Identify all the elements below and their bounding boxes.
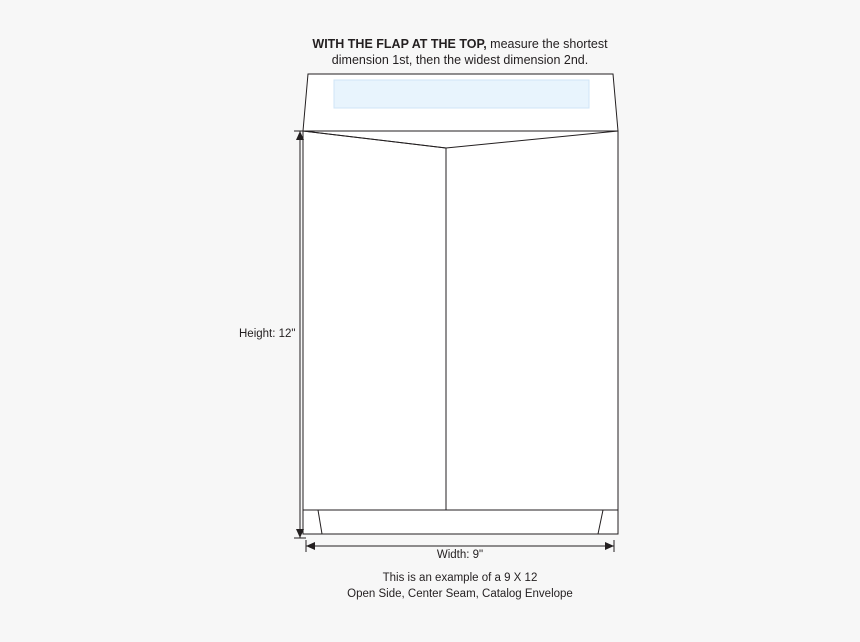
diagram-title-strong: WITH THE FLAP AT THE TOP,	[312, 37, 487, 51]
envelope-bottom-flap	[303, 510, 618, 534]
width-arrow-left	[306, 542, 315, 550]
address-window	[334, 80, 589, 108]
height-dimension-label: Height: 12"	[239, 328, 296, 340]
diagram-title-line2: dimension 1st, then the widest dimension 2nd.	[331, 53, 589, 67]
envelope-body	[303, 131, 618, 534]
diagram-footer-line1: This is an example of a 9 X 12	[382, 572, 538, 584]
diagram-footer-line2: Open Side, Center Seam, Catalog Envelope	[347, 588, 573, 600]
diagram-title-rest: measure the shortest	[486, 37, 608, 51]
width-arrow-right	[605, 542, 614, 550]
diagram-footer	[255, 570, 665, 602]
width-dimension-label: Width: 9"	[436, 549, 484, 561]
